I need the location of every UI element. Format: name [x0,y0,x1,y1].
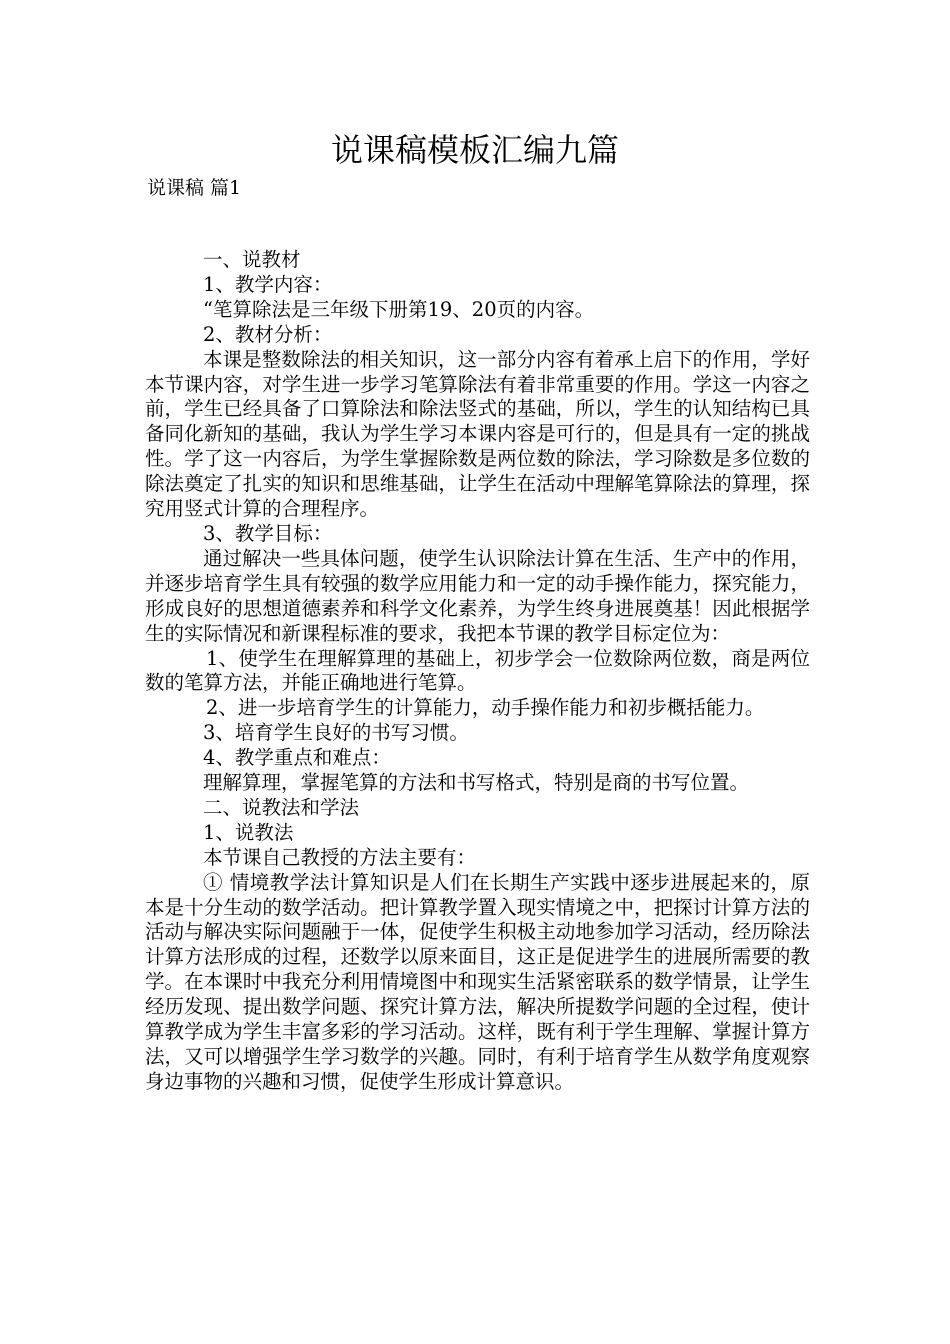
paragraph: 1、使学生在理解算理的基础上，初步学会一位数除两位数，商是两位数的笔算方法，并能正确地进行笔算。 [145,646,810,695]
section-heading: 说课稿 篇1 [147,177,242,199]
paragraph-subheading: 4、教学重点和难点： [203,746,391,770]
paragraph: 3、培育学生良好的书写习惯。 [203,721,469,745]
paragraph-subheading: 1、说教法 [203,820,294,844]
paragraph: 理解算理，掌握笔算的方法和书写格式，特别是商的书写位置。 [203,771,750,795]
paragraph: ① 情境教学法计算知识是人们在长期生产实践中逐步进展起来的，原本是十分生动的数学活动。把计算教学置入现实情境之中，把探讨计算方法的活动与解决实际问题融于一体，促使学生积极主动地参加学习活动，经历除法计算方法形成的过程，还数学以原来面目，这正是促进学生的进展所需要的教学。在本课时中我充分利用情境图中和现实生活紧密联系的数学情景，让学生经历发现、提出数学问题、探究计算方法，解决所提数学问题的全过程，使计算教学成为学生丰富多彩的学习活动。这样，既有利于学生理解、掌握计算方法，又可以增强学生学习数学的兴趣。同时，有利于培育学生从数学角度观察身边事物的兴趣和习惯，促使学生形成计算意识。 [145,870,810,1093]
paragraph-subheading: 3、教学目标： [203,521,333,545]
paragraph: 本课是整数除法的相关知识，这一部分内容有着承上启下的作用，学好本节课内容，对学生进一步学习笔算除法有着非常重要的作用。学这一内容之前，学生已经具备了口算除法和除法竖式的基础，所以，学生的认知结构已具备同化新知的基础，我认为学生学习本课内容是可行的，但是具有一定的挑战性。学了这一内容后，为学生掌握除数是两位数的除法，学习除数是多位数的除法奠定了扎实的知识和思维基础，让学生在活动中理解笔算除法的算理，探究用竖式计算的合理程序。 [145,347,810,521]
paragraph-subheading: 1、教学内容： [203,272,333,296]
paragraph: 通过解决一些具体问题，使学生认识除法计算在生活、生产中的作用，并逐步培育学生具有较强的数学应用能力和一定的动手操作能力，探究能力，形成良好的思想道德素养和科学文化素养，为学生终身进展奠基！因此根据学生的实际情况和新课程标准的要求，我把本节课的教学目标定位为： [145,546,810,645]
paragraph-heading: 二、说教法和学法 [203,795,360,819]
paragraph: 2、进一步培育学生的计算能力，动手操作能力和初步概括能力。 [206,696,765,720]
paragraph-heading: 一、说教材 [203,248,301,271]
document-title: 说课稿模板汇编九篇 [330,131,619,169]
paragraph: “笔算除法是三年级下册第19、20页的内容。 [203,297,595,321]
document-body [145,248,810,1095]
paragraph-subheading: 2、教材分析： [203,322,333,346]
paragraph: 本节课自己教授的方法主要有： [203,845,477,869]
